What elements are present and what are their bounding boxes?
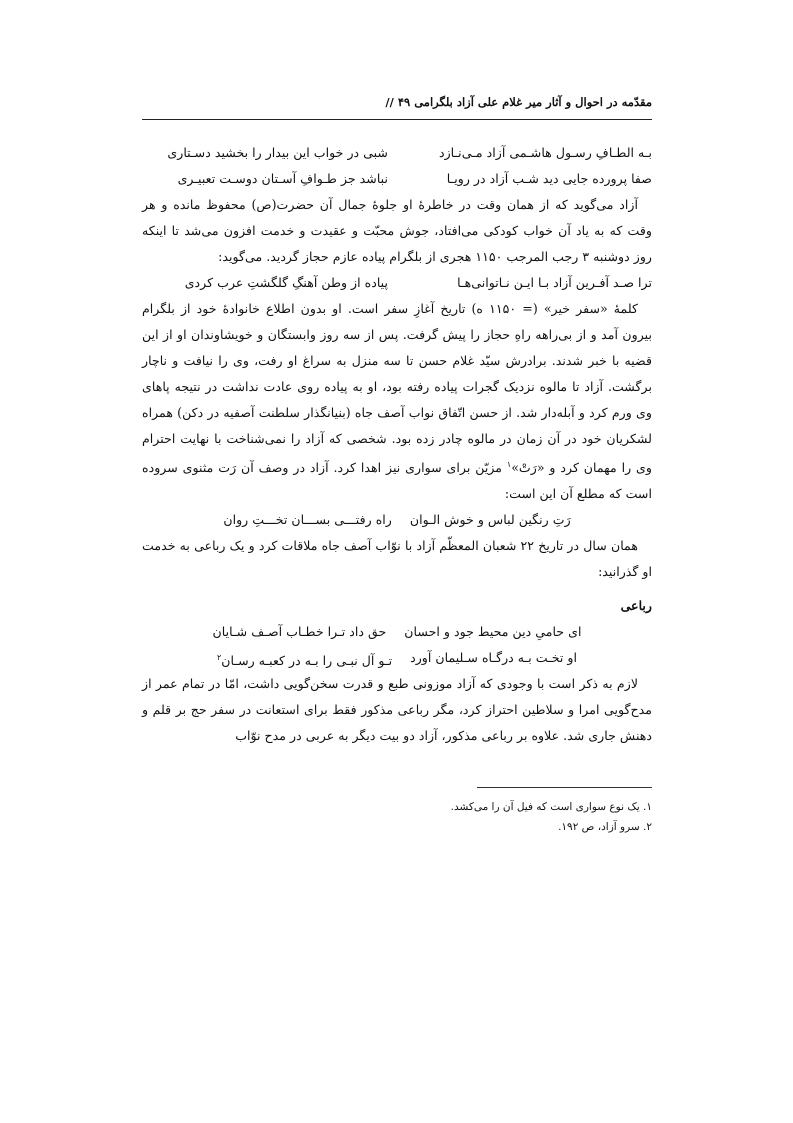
paragraph-text: مزیّن برای سواری نیز اهدا کرد. آزاد در وصف آن رَت مثنوی سروده است که مطلع آن این است: [142, 460, 652, 502]
paragraph [142, 296, 652, 507]
paragraph: آزاد می‌گوید که از همان وقت در خاطرهٔ او جلوهٔ جمال آن حضرت(ص) محفوظ مانده و هر وقت که به یاد آن خواب کودکی می‌افتاد، جوش محبّت و عقیدت و خدمت افزون می‌شد تا اینکه روز دوشنبه ۳ رجب المرجب ۱۱۵۰ هجری از بلگرام پیاده عازم حجاز گردید. می‌گوید: [142, 197, 652, 264]
footnote: ۱. یک نوع سواری است که فیل آن را می‌کشد. [450, 801, 652, 813]
verse-line [142, 140, 652, 166]
hemistich-left: راه رفتـــی بســـان تخـــتِ روان [223, 512, 392, 528]
footnote-separator [477, 787, 652, 788]
footnote: ۲. سرو آزاد، ص ۱۹۲. [558, 821, 652, 833]
hemistich-left: شبی در خواب این بیدار را بخشید دسـتاری [167, 145, 388, 160]
section-heading: رباعی [620, 598, 652, 614]
paragraph: همان سال در تاریخ ۲۲ شعبان المعظّم آزاد با نوّاب آصف جاه ملاقات کرد و یک رباعی به خدمت او گذرانید: [142, 538, 652, 580]
hemistich-left [217, 645, 392, 671]
hemistich-right: ترا صـد آفـرین آزاد بـا ایـن نـاتوانی‌هـا [457, 275, 652, 290]
hemistich-right: او تخـت بـه درگـاه سـلیمان آورد [410, 650, 578, 666]
running-header [142, 95, 652, 120]
hemistich-right: صفا پرورده جایی دید شـب آزاد در رویـا [446, 171, 652, 186]
verse-line [142, 166, 652, 192]
hemistich-right: ای حامیِ دین محیط جود و احسان [404, 624, 582, 640]
verse-line [142, 507, 652, 533]
verse-line [142, 270, 652, 296]
footnotes [142, 797, 652, 837]
footnote-marker: ۲ [217, 653, 222, 663]
verse-line [142, 645, 652, 671]
paragraph: لازم به ذکر است با وجودی که آزاد موزونی طبع و قدرت سخن‌گویی داشت، امّا در تمام عمر از مدح‌گویی امرا و سلاطین احتراز کرد، مگر رباعی مذکور فقط برای استعانت در سفر حج بر قلم و دهنش جاری شد. علاوه بر رباعی مذکور، آزاد دو بیت دیگر به عربی در مدح نوّاب [142, 676, 652, 744]
header-title: مقدّمه در احوال و آثار میر غلام علی آزاد بلگرامی [414, 95, 652, 109]
hemistich-left: پیاده از وطن آهنگِ گلگشتِ عرب کردی [184, 275, 388, 290]
header-page-number: ۴۹ // [385, 95, 411, 109]
hemistich-right: بـه الطـافِ رسـول هاشـمی آزاد مـی‌نـازد [438, 145, 652, 160]
paragraph-text: کلمهٔ «سفر خیر» (= ۱۱۵۰ ه) تاریخ آغازِ سفر است. او بدون اطلاع خانوادهٔ خود از بلگرام بیرون آمد و از بی‌راهه راهِ حجاز را پیش گرفت. پس از سه روز وابستگان و خویشاوندان او از این قضیه با خبر شدند. برادرش سیّد غلام حسن تا سه منزل به سراغ او رفت، وی را نیافت و ناچار برگشت. آزاد تا مالوه نزدیک گجرات پیاده رفته بود، او به پیاده روی عادت نداشت در نتیجه پاهای وی ورم کرد و آبله‌دار شد. از حسن اتّفاق نواب آصف جاه (بنیانگذار سلطنت آصفیه در دکن) همراه لشکریان خود در آن زمان در مالوه چادر زده بود. شخصی که آزاد را نمی‌شناخت با نهایت احترام وی را مهمان کرد و «رَتْ» [142, 301, 652, 476]
verse-line [142, 619, 652, 645]
hemistich-text: تـو آل نبـی را بـه در کعبـه رسـان [221, 653, 393, 669]
hemistich-right: رَتِ رنگین لباس و خوش الـوان [409, 512, 571, 528]
footnote-marker: ۱ [506, 460, 512, 469]
hemistich-left: نباشد جز طـوافِ آسـتان دوسـت تعبیـری [177, 171, 388, 186]
main-text [142, 140, 652, 749]
page [142, 0, 652, 1123]
hemistich-left: حق داد تـرا خطـاب آصـف شـایان [212, 624, 387, 640]
